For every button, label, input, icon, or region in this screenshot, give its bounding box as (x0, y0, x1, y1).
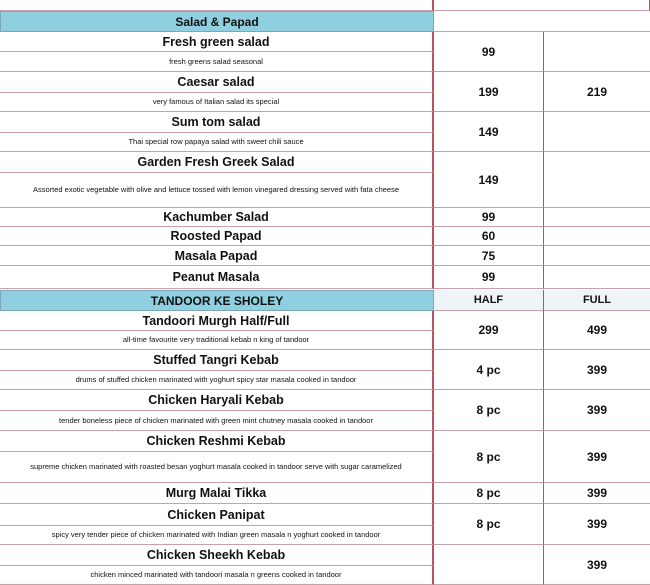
menu-item-name: Caesar salad (0, 72, 434, 93)
menu-item-name: Murg Malai Tikka (0, 483, 434, 504)
menu-item-name: Kachumber Salad (0, 208, 434, 227)
section-header: TANDOOR KE SHOLEY (0, 290, 434, 311)
menu-item-full-price (544, 208, 650, 227)
menu-item-name: Garden Fresh Greek Salad (0, 152, 434, 173)
menu-item-full-price (544, 227, 650, 246)
menu-item-half-price (434, 545, 544, 585)
menu-item-full-price (544, 266, 650, 289)
menu-item-half-price: 149 (434, 152, 544, 208)
menu-item-full-price: 399 (544, 545, 650, 585)
menu-item-half-price: 99 (434, 32, 544, 72)
menu-item-half-price: 99 (434, 208, 544, 227)
menu-item-name: Masala Papad (0, 246, 434, 266)
menu-item-description: all-time favourite very traditional kebab n king of tandoor (0, 331, 434, 350)
menu-item-description: very famous of Italian salad its special (0, 93, 434, 112)
menu-item-name: Roosted Papad (0, 227, 434, 246)
menu-item-description: Assorted exotic vegetable with olive and lettuce tossed with lemon vinegared dressing served with fata cheese (0, 173, 434, 208)
menu-item-full-price: 219 (544, 72, 650, 112)
menu-item-description: chicken minced marinated with tandoori masala n greens cooked in tandoor (0, 566, 434, 585)
blank-row (0, 0, 434, 11)
menu-item-half-price: 8 pc (434, 504, 544, 545)
menu-item-description: Thai special row papaya salad with sweet chili sauce (0, 133, 434, 152)
menu-item-full-price: 399 (544, 504, 650, 545)
menu-item-name: Peanut Masala (0, 266, 434, 289)
menu-item-full-price: 399 (544, 483, 650, 504)
menu-item-description: tender boneless piece of chicken marinated with green mint chutney masala cooked in tandoor (0, 411, 434, 431)
menu-item-half-price: 4 pc (434, 350, 544, 390)
menu-item-description: fresh greens salad seasonal (0, 52, 434, 72)
menu-item-half-price: 8 pc (434, 431, 544, 483)
menu-item-half-price: 8 pc (434, 390, 544, 431)
menu-item-description: supreme chicken marinated with roasted besan yoghurt masala cooked in tandoor serve with sugar caramelized (0, 452, 434, 483)
menu-item-full-price: 399 (544, 431, 650, 483)
menu-item-full-price: 499 (544, 311, 650, 350)
menu-item-name: Chicken Panipat (0, 504, 434, 526)
half-column-header: HALF (434, 290, 544, 311)
menu-item-name: Tandoori Murgh Half/Full (0, 311, 434, 331)
half-column-header (434, 11, 544, 32)
menu-item-full-price (544, 152, 650, 208)
menu-item-name: Chicken Reshmi Kebab (0, 431, 434, 452)
menu-item-name: Fresh green salad (0, 32, 434, 52)
menu-item-full-price (544, 112, 650, 152)
section-header: Salad & Papad (0, 11, 434, 32)
menu-item-name: Sum tom salad (0, 112, 434, 133)
menu-item-full-price: 399 (544, 390, 650, 431)
menu-item-half-price: 199 (434, 72, 544, 112)
menu-item-half-price: 60 (434, 227, 544, 246)
blank-row-right (434, 0, 650, 11)
full-column-header: FULL (544, 290, 650, 311)
menu-item-half-price: 8 pc (434, 483, 544, 504)
menu-item-full-price: 399 (544, 350, 650, 390)
menu-item-name: Chicken Sheekh Kebab (0, 545, 434, 566)
menu-item-half-price: 299 (434, 311, 544, 350)
menu-item-description: spicy very tender piece of chicken marinated with Indian green masala n yoghurt cooked in tandoor (0, 526, 434, 545)
menu-item-half-price: 75 (434, 246, 544, 266)
menu-item-half-price: 149 (434, 112, 544, 152)
menu-item-full-price (544, 246, 650, 266)
menu-item-description: drums of stuffed chicken marinated with yoghurt spicy star masala cooked in tandoor (0, 371, 434, 390)
full-column-header (544, 11, 650, 32)
menu-item-name: Chicken Haryali Kebab (0, 390, 434, 411)
menu-item-half-price: 99 (434, 266, 544, 289)
menu-item-name: Stuffed Tangri Kebab (0, 350, 434, 371)
menu-item-full-price (544, 32, 650, 72)
